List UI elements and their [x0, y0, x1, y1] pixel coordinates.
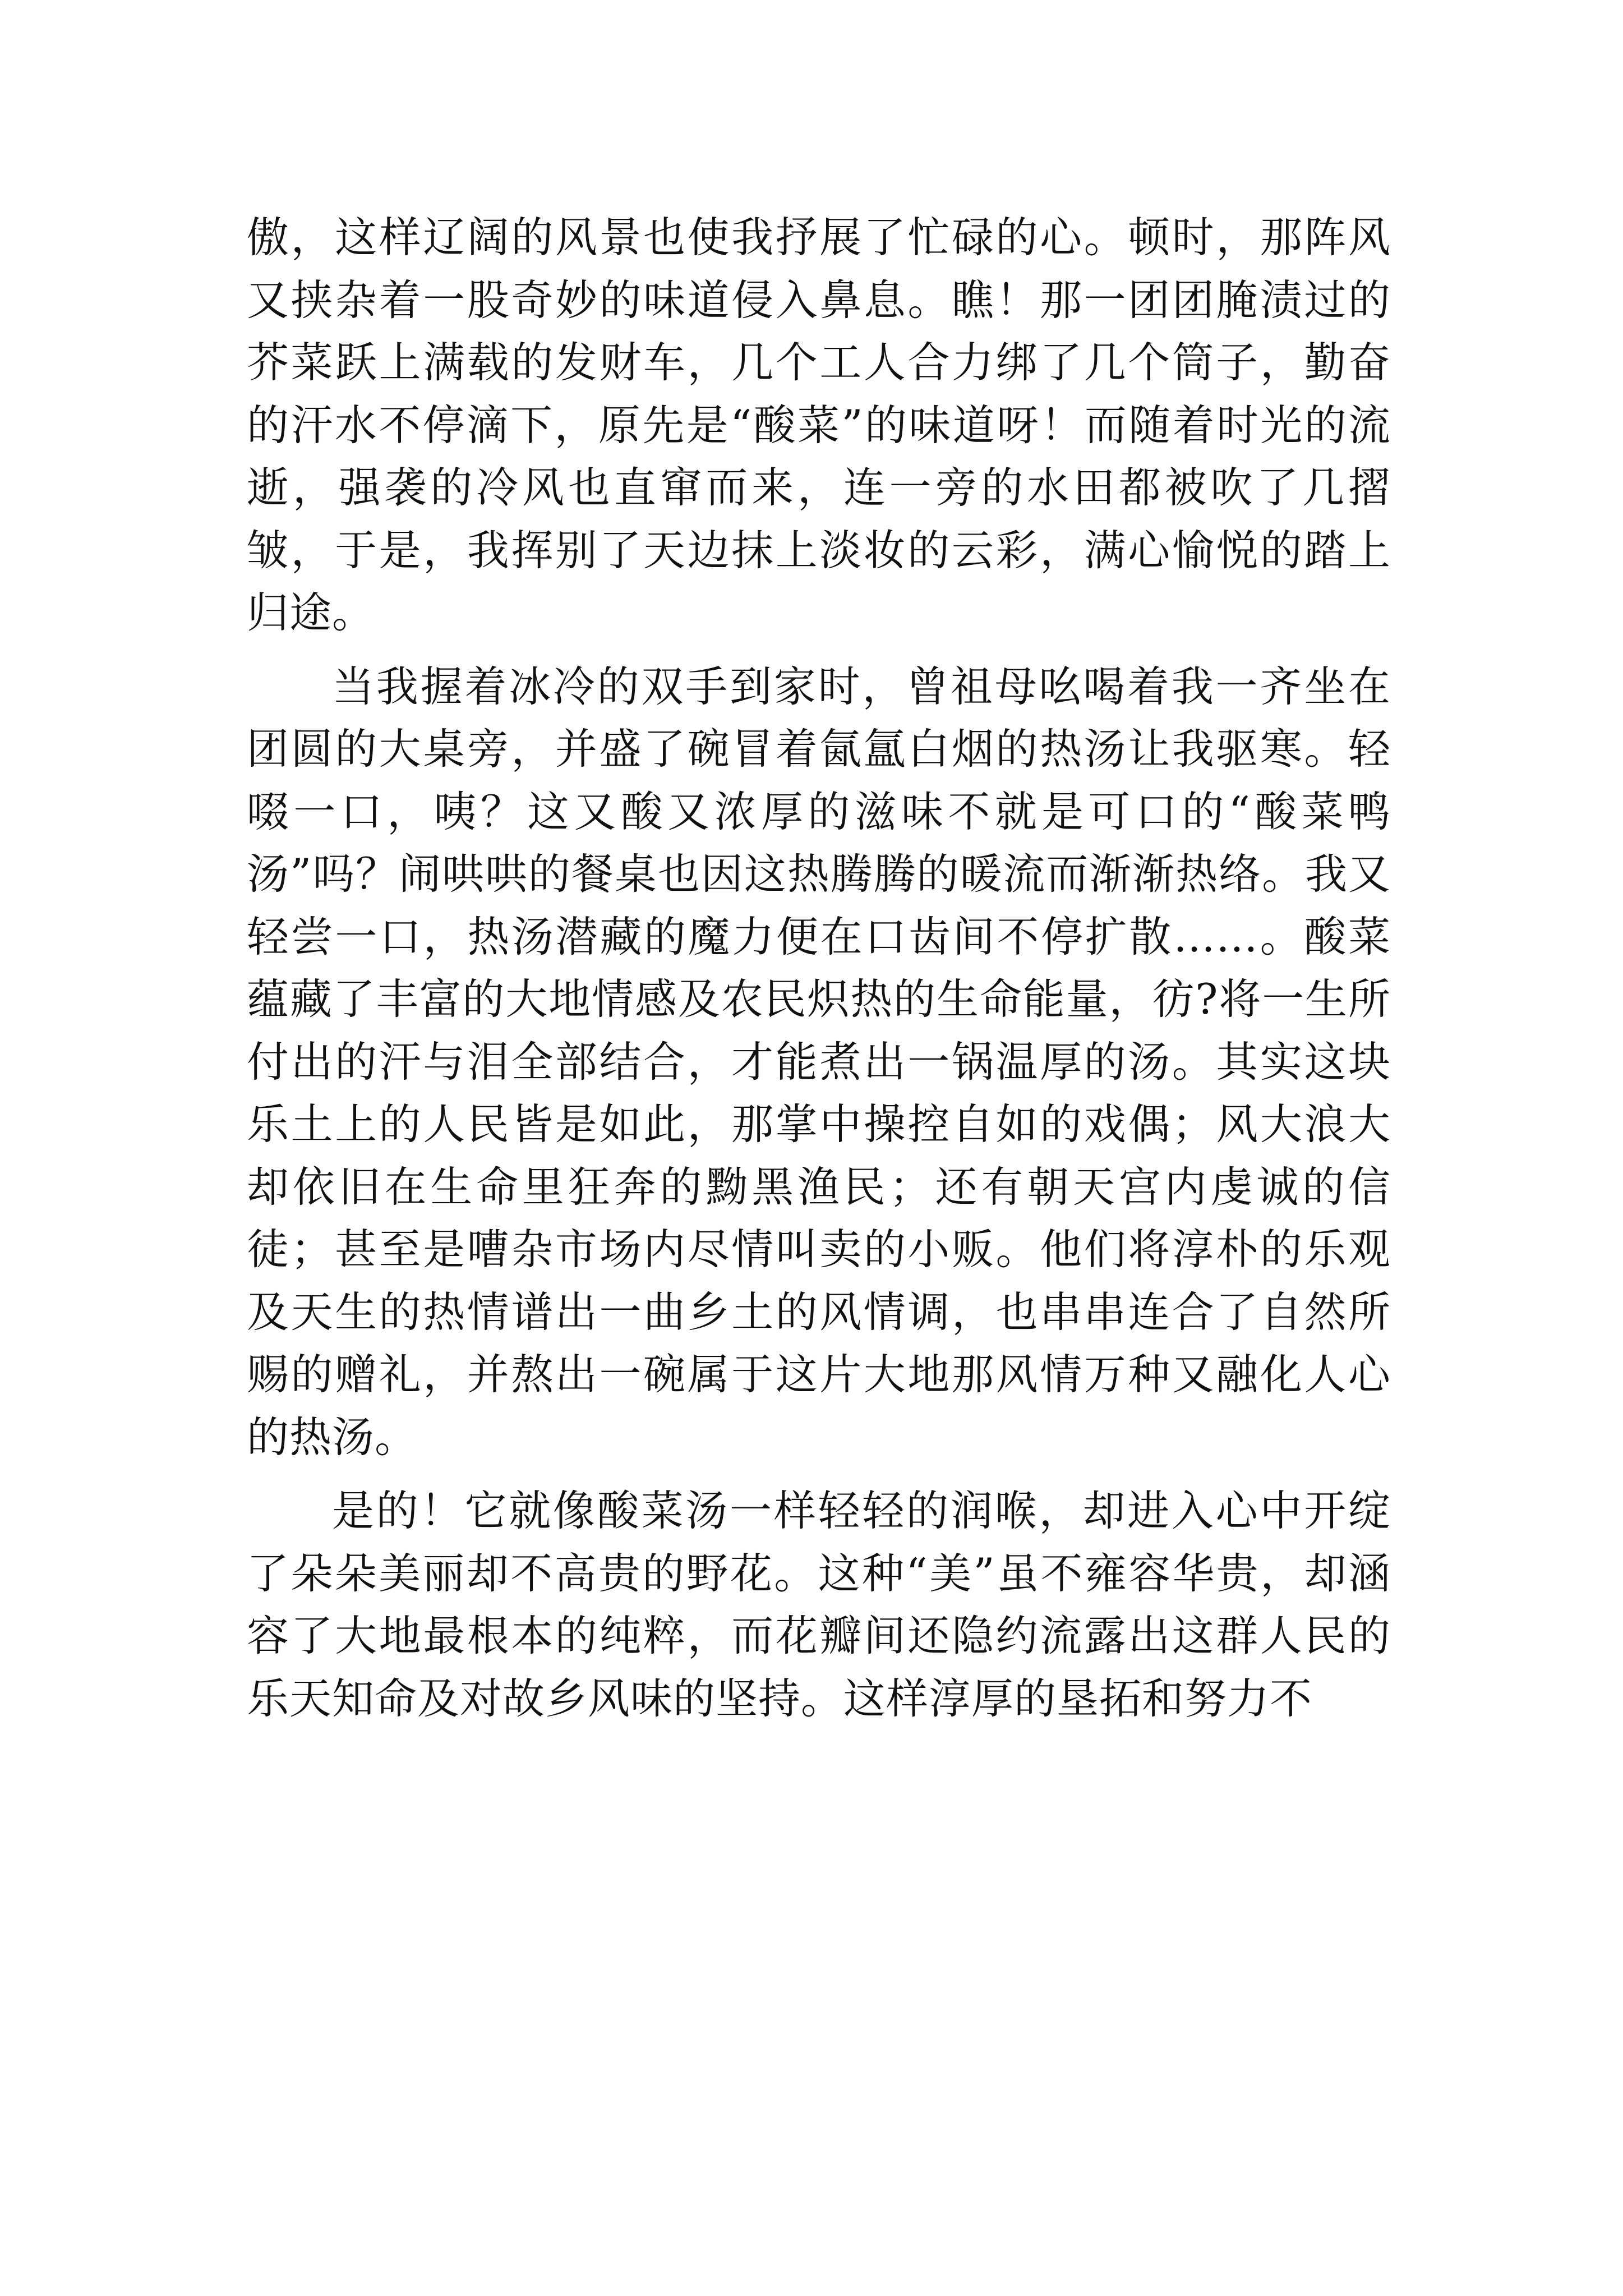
paragraph-3: 是的！它就像酸菜汤一样轻轻的润喉，却进入心中开绽了朵朵美丽却不高贵的野花。这种“美”虽不雍容华贵，却涵容了大地最根本的纯粹，而花瓣间还隐约流露出这群人民的乐天知命及对故乡风味的坚持。这样淳厚的垦拓和努力不: [247, 1486, 1391, 1723]
paragraph-1: 傲，这样辽阔的风景也使我抒展了忙碌的心。顿时，那阵风又挟杂着一股奇妙的味道侵入鼻息。瞧！那一团团腌渍过的芥菜跃上满载的发财车，几个工人合力绑了几个筒子，勤奋的汗水不停滴下，原先是“酸菜”的味道呀！而随着时光的流逝，强袭的冷风也直窜而来，连一旁的水田都被吹了几摺皱，于是，我挥别了天边抹上淡妆的云彩，满心愉悦的踏上归途。: [247, 213, 1391, 637]
paragraph-2: 当我握着冰冷的双手到家时，曾祖母吆喝着我一齐坐在团圆的大桌旁，并盛了碗冒着氤氲白烟的热汤让我驱寒。轻啜一口，咦？这又酸又浓厚的滋味不就是可口的“酸菜鸭汤”吗？闹哄哄的餐桌也因这热腾腾的暖流而渐渐热络。我又轻尝一口，热汤潜藏的魔力便在口齿间不停扩散……。酸菜蕴藏了丰富的大地情感及农民炽热的生命能量，彷?将一生所付出的汗与泪全部结合，才能煮出一锅温厚的汤。其实这块乐土上的人民皆是如此，那掌中操控自如的戏偶；风大浪大却依旧在生命里狂奔的黝黑渔民；还有朝天宫内虔诚的信徒；甚至是嘈杂市场内尽情叫卖的小贩。他们将淳朴的乐观及天生的热情谱出一曲乡土的风情调，也串串连合了自然所赐的赠礼，并熬出一碗属于这片大地那风情万种又融化人心的热汤。: [247, 661, 1391, 1462]
body-text: [247, 206, 1391, 1730]
